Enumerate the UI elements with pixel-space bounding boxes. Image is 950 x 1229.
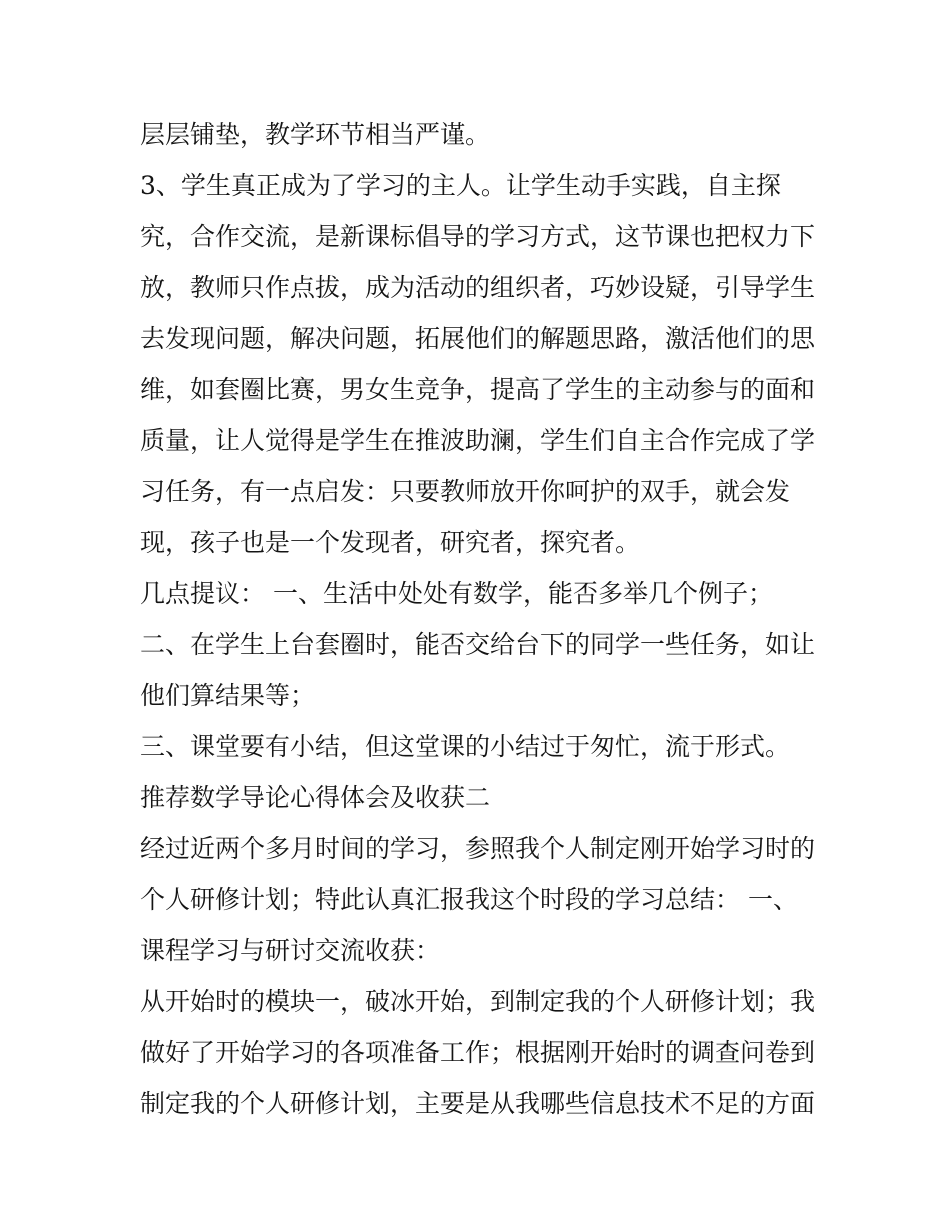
text-line: 三、课堂要有小结，但这堂课的小结过于匆忙，流于形式。 [140,732,791,761]
document-body [140,109,820,1129]
text-line: 习任务，有一点启发：只要教师放开你呵护的双手，就会发 [140,477,791,506]
text-line: 维，如套圈比赛，男女生竞争，提高了学生的主动参与的面和 [140,375,816,404]
text-line: 他们算结果等； [140,681,316,710]
text-line: 现，孩子也是一个发现者，研究者，探究者。 [140,528,641,557]
text-line: 3、学生真正成为了学习的主人。让学生动手实践，自主探 [140,171,781,200]
text-line: 放，教师只作点拔，成为活动的组织者，巧妙设疑，引导学生 [140,273,816,302]
text-line: 几点提议： 一、生活中处处有数学，能否多举几个例子； [140,579,773,608]
text-line: 个人研修计划；特此认真汇报我这个时段的学习总结： 一、 [140,885,798,914]
text-line: 去发现问题，解决问题，拓展他们的解题思路，激活他们的思 [140,324,816,353]
text-line: 制定我的个人研修计划，主要是从我哪些信息技术不足的方面 [140,1089,816,1118]
text-line: 课程学习与研讨交流收获： [140,936,441,965]
text-line: 从开始时的模块一，破冰开始，到制定我的个人研修计划；我 [140,987,816,1016]
text-line: 做好了开始学习的各项准备工作；根据刚开始时的调查问卷到 [140,1038,816,1067]
text-line: 层层铺垫，教学环节相当严谨。 [140,120,491,149]
section-heading: 推荐数学导论心得体会及收获二 [140,783,491,812]
text-line: 经过近两个多月时间的学习，参照我个人制定刚开始学习时的 [140,834,816,863]
text-line: 究，合作交流，是新课标倡导的学习方式，这节课也把权力下 [140,222,816,251]
text-line: 质量，让人觉得是学生在推波助澜，学生们自主合作完成了学 [140,426,816,455]
text-line: 二、在学生上台套圈时，能否交给台下的同学一些任务，如让 [140,630,816,659]
